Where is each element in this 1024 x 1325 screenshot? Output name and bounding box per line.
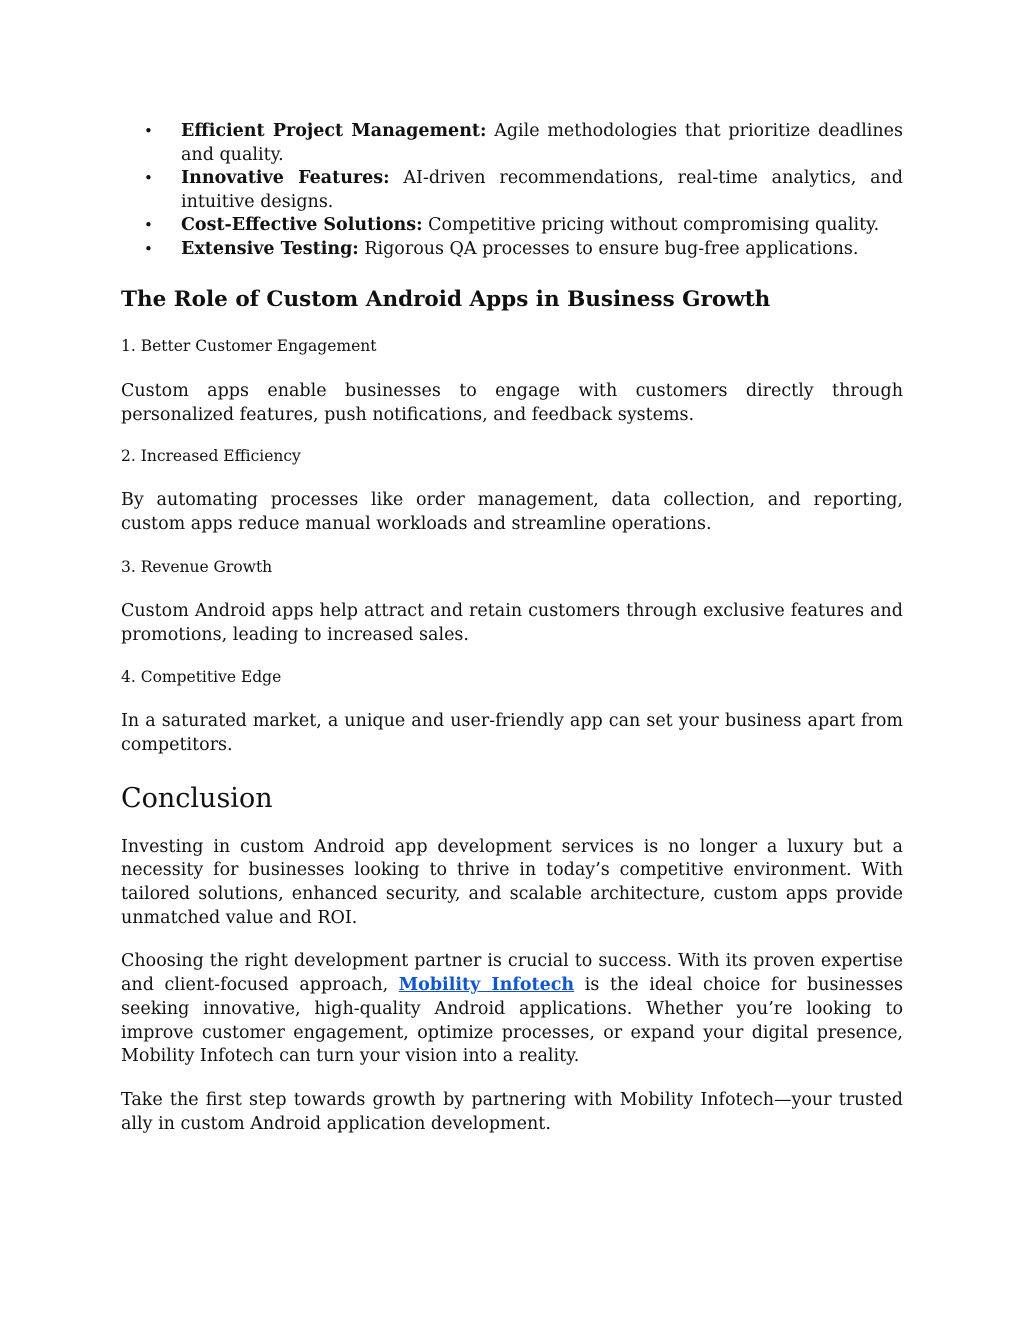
point-text: Custom Android apps help attract and retain customers through exclusive features and promotions, leading to increased sales. — [121, 600, 903, 645]
list-item-text: AI-driven recommendations, real-time analytics, and intuitive designs. — [181, 168, 903, 212]
list-item-text: Rigorous QA processes to ensure bug-free applications. — [358, 238, 859, 259]
list-item-label: Innovative Features: — [181, 168, 390, 188]
point-text: By automating processes like order management, data collection, and reporting, custom apps reduce manual workloads and streamline operations. — [121, 490, 903, 535]
list-item-text: Competitive pricing without compromising quality. — [422, 215, 880, 235]
point-heading: 1. Better Customer Engagement — [121, 337, 377, 355]
list-item — [121, 214, 903, 238]
point-heading: 4. Competitive Edge — [121, 668, 282, 687]
document-page — [121, 120, 903, 1136]
bullet-icon: • — [144, 216, 153, 234]
point-heading: 2. Increased Efficiency — [121, 447, 301, 466]
list-item — [121, 120, 903, 167]
point-text: Custom apps enable businesses to engage with customers directly through personalized features, push notifications, and feedback systems. — [121, 381, 903, 425]
point-text: In a saturated market, a unique and user-friendly app can set your business apart from competitors. — [121, 711, 903, 755]
bullet-icon: • — [144, 239, 153, 258]
bullet-icon: • — [144, 169, 153, 187]
list-item — [121, 167, 903, 214]
list-item-label: Extensive Testing: — [181, 238, 359, 259]
conclusion-paragraph — [121, 950, 903, 1069]
benefits-list — [121, 120, 903, 261]
conclusion-title: Conclusion — [121, 782, 273, 814]
conclusion-paragraph: Investing in custom Android app development services is no longer a luxury but a necessity for businesses looking to thrive in today’s competitive environment. With tailored solutions, enhanced security, and scalable architecture, custom apps provide unmatched value and ROI. — [121, 836, 903, 928]
conclusion-paragraph: Take the first step towards growth by partnering with Mobility Infotech—your trusted ally in custom Android application development. — [121, 1089, 903, 1134]
paragraph-text: is the ideal choice for businesses seeking innovative, high-quality Android applications. Whether you’re looking to improve customer engagement, optimize processes, or expand your digital presence, Mobility Infotech can turn your vision into a reality. — [121, 975, 903, 1067]
list-item-label: Cost-Effective Solutions: — [181, 215, 423, 235]
mobility-infotech-link[interactable]: Mobility Infotech — [398, 975, 575, 996]
list-item-label: Efficient Project Management: — [181, 121, 487, 141]
paragraph-text: Choosing the right development partner is crucial to success. With its proven expertise and client-focused approach, — [121, 951, 903, 996]
section-title: The Role of Custom Android Apps in Business Growth — [121, 287, 771, 312]
point-heading: 3. Revenue Growth — [121, 557, 273, 576]
bullet-icon: • — [144, 122, 153, 140]
list-item — [121, 238, 903, 262]
list-item-text: Agile methodologies that prioritize deadlines and quality. — [181, 121, 903, 165]
